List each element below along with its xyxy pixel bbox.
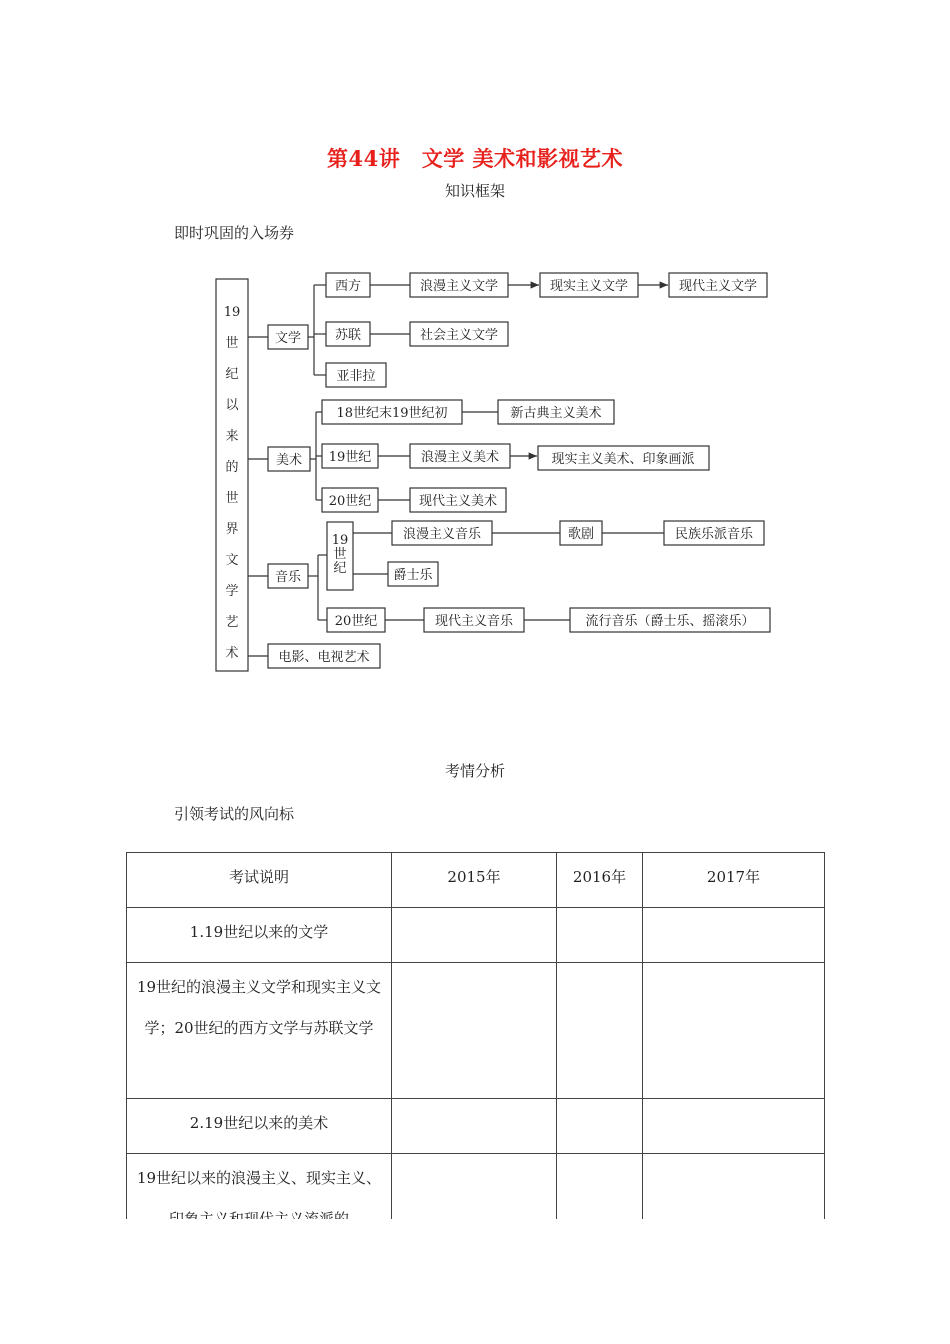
modernist-art-label: 现代主义美术	[418, 494, 498, 509]
analysis-heading: 考情分析	[444, 762, 505, 780]
table-cell	[643, 908, 825, 963]
table-cell	[392, 1099, 557, 1154]
realist-literature-label: 现实主义文学	[549, 279, 629, 294]
root-label: 19 世纪以来的世界文学艺术	[223, 305, 241, 661]
table-header-row	[127, 853, 825, 908]
framework-section-label: 即时巩固的入场券	[174, 224, 295, 242]
art-18c-label: 18世纪末19世纪初	[336, 406, 448, 421]
page-title: 第44讲 文学 美术和影视艺术	[326, 146, 624, 171]
header-2015: 2015年	[392, 853, 557, 908]
music-20c-label: 20世纪	[334, 614, 378, 629]
literature-label: 文学	[274, 331, 302, 346]
page-bottom-mask	[0, 1219, 950, 1344]
framework-heading: 知识框架	[444, 182, 505, 200]
jazz-label: 爵士乐	[393, 568, 433, 583]
modernist-literature-label: 现代主义文学	[678, 279, 758, 294]
table-row	[127, 963, 825, 1099]
romantic-literature-label: 浪漫主义文学	[419, 279, 499, 294]
popular-music-label: 流行音乐（爵士乐、摇滚乐）	[585, 614, 755, 629]
analysis-section-label: 引领考试的风向标	[174, 805, 295, 823]
west-label: 西方	[334, 279, 362, 294]
table-cell	[392, 963, 557, 1099]
socialist-literature-label: 社会主义文学	[419, 328, 499, 343]
table-cell: 2.19世纪以来的美术	[127, 1099, 392, 1154]
romantic-music-label: 浪漫主义音乐	[402, 527, 482, 542]
table-cell	[643, 1099, 825, 1154]
table-cell: 1.19世纪以来的文学	[127, 908, 392, 963]
neoclassical-art-label: 新古典主义美术	[510, 406, 602, 421]
art-19c-label: 19世纪	[328, 450, 372, 465]
film-tv-label: 电影、电视艺术	[278, 650, 370, 665]
table-row	[127, 1099, 825, 1154]
music-label: 音乐	[274, 570, 302, 585]
modernist-music-label: 现代主义音乐	[434, 614, 514, 629]
header-2017: 2017年	[643, 853, 825, 908]
table-row	[127, 908, 825, 963]
table-cell	[557, 1099, 643, 1154]
national-school-music-label: 民族乐派音乐	[674, 527, 754, 542]
opera-label: 歌剧	[567, 527, 595, 542]
table-cell: 19世纪以来的浪漫主义、现实主义、	[127, 1154, 392, 1290]
table-cell: 19世纪的浪漫主义文学和现实主义文学；20世纪的西方文学与苏联文学	[127, 963, 392, 1099]
asia-africa-latin-label: 亚非拉	[336, 369, 376, 384]
music-19c-label: 19 世纪	[331, 533, 349, 576]
header-exam-notes: 考试说明	[127, 853, 392, 908]
romantic-art-label: 浪漫主义美术	[420, 450, 500, 465]
table-cell	[557, 963, 643, 1099]
table-cell	[557, 908, 643, 963]
art-label: 美术	[275, 453, 303, 468]
soviet-label: 苏联	[334, 328, 362, 343]
table-cell	[643, 963, 825, 1099]
art-20c-label: 20世纪	[328, 494, 372, 509]
header-2016: 2016年	[557, 853, 643, 908]
table-cell	[392, 908, 557, 963]
realist-impressionist-art-label: 现实主义美术、印象画派	[551, 452, 695, 467]
